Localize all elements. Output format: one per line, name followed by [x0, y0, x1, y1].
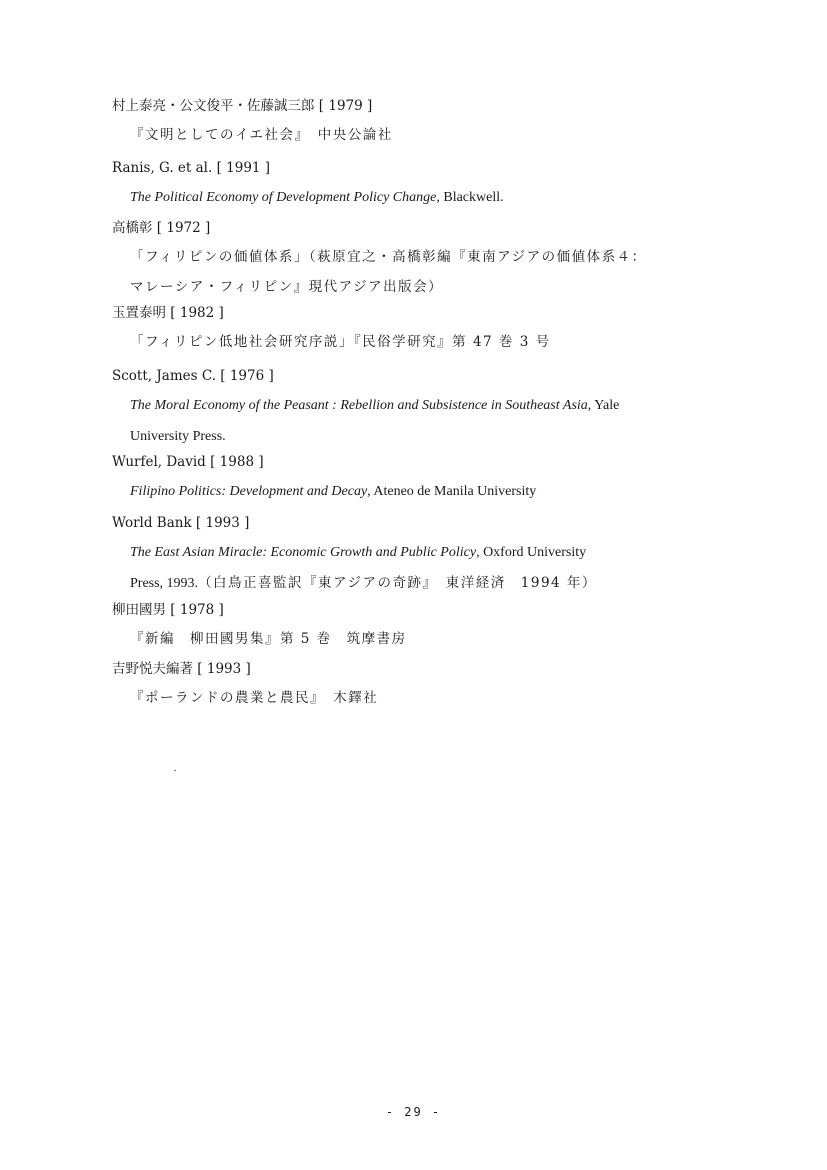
reference-entry — [112, 366, 752, 452]
reference-details — [112, 624, 752, 654]
reference-author-year: 吉野悦夫編著 [ 1993 ] — [112, 661, 251, 677]
reference-line — [130, 476, 752, 507]
reference-author-year: 柳田國男 [ 1978 ] — [112, 602, 224, 618]
reference-author-year: 玉置泰明 [ 1982 ] — [112, 305, 224, 321]
reference-line — [130, 390, 752, 421]
reference-text: , Ateneo de Manila University — [367, 484, 537, 499]
scan-speck — [174, 770, 176, 771]
reference-title: The Moral Economy of the Peasant : Rebellion and Subsistence in Southeast Asia — [130, 398, 588, 413]
reference-text: , Yale — [587, 398, 620, 413]
reference-text: 『新編 柳田國男集』第 5 巻 筑摩書房 — [130, 631, 407, 647]
reference-entry — [112, 659, 752, 713]
reference-line — [130, 120, 752, 150]
reference-author-year: Ranis, G. et al. [ 1991 ] — [112, 160, 271, 176]
reference-entry — [112, 96, 752, 150]
reference-text: 『ポーランドの農業と農民』 木鐸社 — [130, 690, 379, 706]
reference-line — [130, 327, 752, 357]
reference-text: 「フィリピンの価値体系」（萩原宜之・高橋彰編『東南アジアの価値体系４： — [130, 249, 647, 265]
reference-line — [130, 568, 752, 599]
reference-text: 「フィリピン低地社会研究序説」『民俗学研究』第 47 巻 3 号 — [130, 334, 551, 350]
reference-line — [130, 537, 752, 568]
reference-entry — [112, 600, 752, 654]
reference-text: , Oxford University — [476, 545, 587, 560]
reference-line — [130, 182, 752, 213]
reference-line — [130, 272, 752, 302]
reference-author-year: World Bank [ 1993 ] — [112, 515, 250, 531]
reference-title: The East Asian Miracle: Economic Growth and Public Policy — [130, 545, 477, 560]
reference-entry — [112, 513, 752, 599]
reference-title: The Political Economy of Development Policy Change — [130, 190, 437, 205]
reference-details — [112, 327, 752, 357]
reference-author-year: 高橋彰 [ 1972 ] — [112, 220, 211, 236]
reference-text: （白鳥正喜監訳『東アジアの奇跡』 東洋経済 1994 年） — [198, 575, 597, 591]
reference-text: University Press. — [130, 429, 226, 444]
reference-details — [112, 120, 752, 150]
reference-details — [112, 683, 752, 713]
reference-details — [112, 242, 752, 302]
reference-text: , Blackwell. — [436, 190, 504, 205]
page-number: - 29 - — [385, 1105, 442, 1119]
reference-details — [112, 537, 752, 599]
reference-title: Filipino Politics: Development and Decay — [130, 484, 368, 499]
reference-details — [112, 182, 752, 213]
reference-entry — [112, 218, 752, 302]
reference-line — [130, 683, 752, 713]
reference-details — [112, 476, 752, 507]
reference-entry — [112, 303, 752, 357]
reference-line — [130, 421, 752, 452]
reference-entry — [112, 158, 752, 213]
reference-details — [112, 390, 752, 452]
reference-text: Press, 1993. — [130, 576, 199, 591]
reference-entry — [112, 452, 752, 507]
reference-text: 『文明としてのイエ社会』 中央公論社 — [130, 127, 393, 143]
reference-line — [130, 624, 752, 654]
reference-author-year: Wurfel, David [ 1988 ] — [112, 454, 264, 470]
reference-author-year: Scott, James C. [ 1976 ] — [112, 368, 274, 384]
reference-author-year: 村上泰亮・公文俊平・佐藤誠三郎 [ 1979 ] — [112, 98, 373, 114]
reference-text: マレーシア・フィリピン』現代アジア出版会） — [130, 279, 444, 295]
reference-line — [130, 242, 752, 272]
